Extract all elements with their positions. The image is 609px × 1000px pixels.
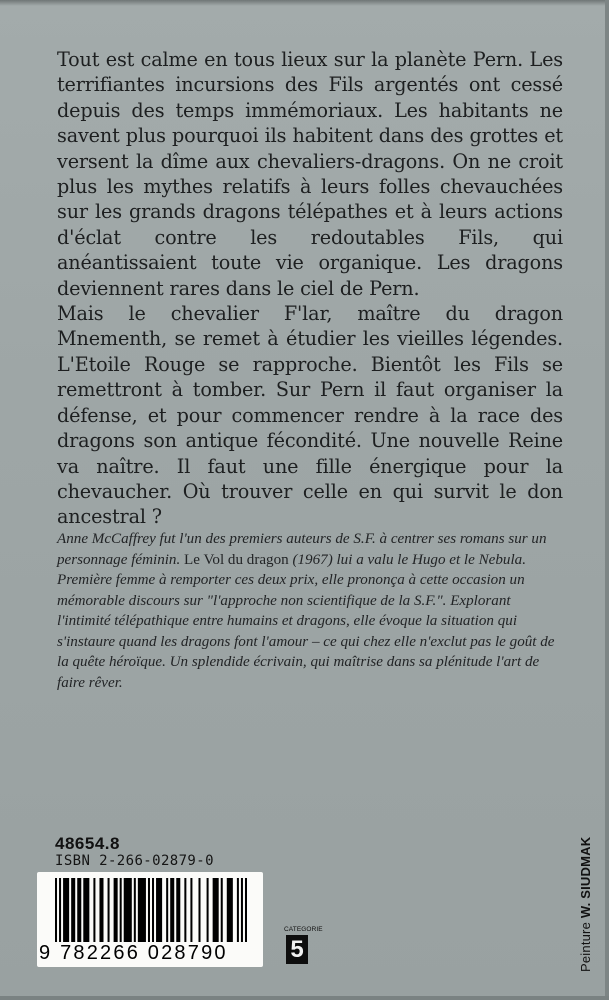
barcode-bar (227, 878, 233, 942)
barcode-bar (93, 878, 95, 942)
barcode-bar (138, 878, 146, 942)
barcode-bar (124, 878, 132, 942)
barcode-bar (148, 878, 150, 942)
book-title: Le Vol du dragon (184, 551, 289, 568)
barcode-bar (190, 878, 192, 942)
barcode-bar (71, 878, 75, 942)
barcode-bar (221, 878, 223, 942)
credit-artist: W. SIUDMAK (578, 836, 593, 919)
author-bio-intro: Anne McCaffrey fut l'un des premiers auteurs de S.F. à centrer ses romans sur un personnage féminin. (57, 531, 547, 568)
barcode-bar (184, 878, 186, 942)
category-label: CATEGORIE (284, 926, 323, 933)
cover-top-edge (0, 0, 609, 6)
barcode-bar (108, 878, 110, 942)
barcode-bar (207, 878, 209, 942)
barcode-bar (245, 878, 247, 942)
barcode-bar (63, 878, 69, 942)
barcode-bar (114, 878, 118, 942)
isbn-text: ISBN 2-266-02879-0 (55, 853, 214, 869)
barcode-bar (152, 878, 154, 942)
cover-right-edge (605, 0, 609, 1000)
synopsis-paragraph-1: Tout est calme en tous lieux sur la planète Pern. Les terrifiantes incursions des Fils argentés ont cessé depuis des temps immémoriaux. Les habitants ne savent plus pourquoi ils habitent dans des grottes et versent la dîme aux chevaliers-dragons. On ne croit plus les mythes relatifs à leurs folles chevauchées sur les grands dragons télépathes et à leurs actions d'éclat contre les redoutables Fils, qui anéantissaient toute vie organique. Les dragons deviennent rares dans le ciel de Pern. (57, 48, 563, 300)
barcode-bar (156, 878, 162, 942)
barcode-label (37, 872, 263, 967)
synopsis-text (57, 47, 563, 530)
author-bio (57, 529, 566, 693)
category-badge (284, 926, 323, 964)
barcode-bar (134, 878, 136, 942)
barcode-digits: 9 782266 028790 (39, 942, 228, 964)
barcode-bar (241, 878, 243, 942)
barcode-bar (99, 878, 103, 942)
barcode-bar (170, 878, 174, 942)
barcode-bar (176, 878, 180, 942)
cover-art-credit (578, 837, 593, 972)
barcode-bar (198, 878, 200, 942)
barcode-bar (237, 878, 239, 942)
barcode-bar (55, 878, 57, 942)
barcode-bar (166, 878, 168, 942)
credit-prefix: Peinture (578, 921, 593, 972)
synopsis-paragraph-2: Mais le chevalier F'lar, maître du dragon Mnementh, se remet à étudier les vieilles légendes. L'Etoile Rouge se rapproche. Bientôt les Fils se remettront à tomber. Sur Pern il faut organiser la défense, et pour commencer rendre à la race des dragons son antique fécondité. Une nouvelle Reine va naître. Il faut une fille énergique pour la chevaucher. Où trouver celle en qui survit le don ancestral ? (57, 302, 563, 529)
barcode-bar (213, 878, 219, 942)
cover-bottom-edge (0, 996, 609, 1000)
barcode-bar (83, 878, 89, 942)
author-bio-rest: (1967) lui a valu le Hugo et le Nebula. Première femme à remporter ces deux prix, elle prononça à cette occasion un mémorable discours sur "l'approche non scientifique de la S.F.". Explorant l'intimité télépathique entre humains et dragons, elle évoque la situation qui s'instaure quand les dragons font l'amour – ce qui chez elle n'exclut pas le goût de la quête héroïque. Un splendide écrivain, qui maîtrise dans sa plénitude l'art de faire rêver. (57, 551, 555, 691)
ean13-barcode (55, 878, 247, 942)
barcode-bar (59, 878, 61, 942)
category-number: 5 (286, 935, 308, 964)
barcode-bar (77, 878, 81, 942)
barcode-bar (120, 878, 122, 942)
catalog-code: 48654.8 (55, 834, 120, 853)
